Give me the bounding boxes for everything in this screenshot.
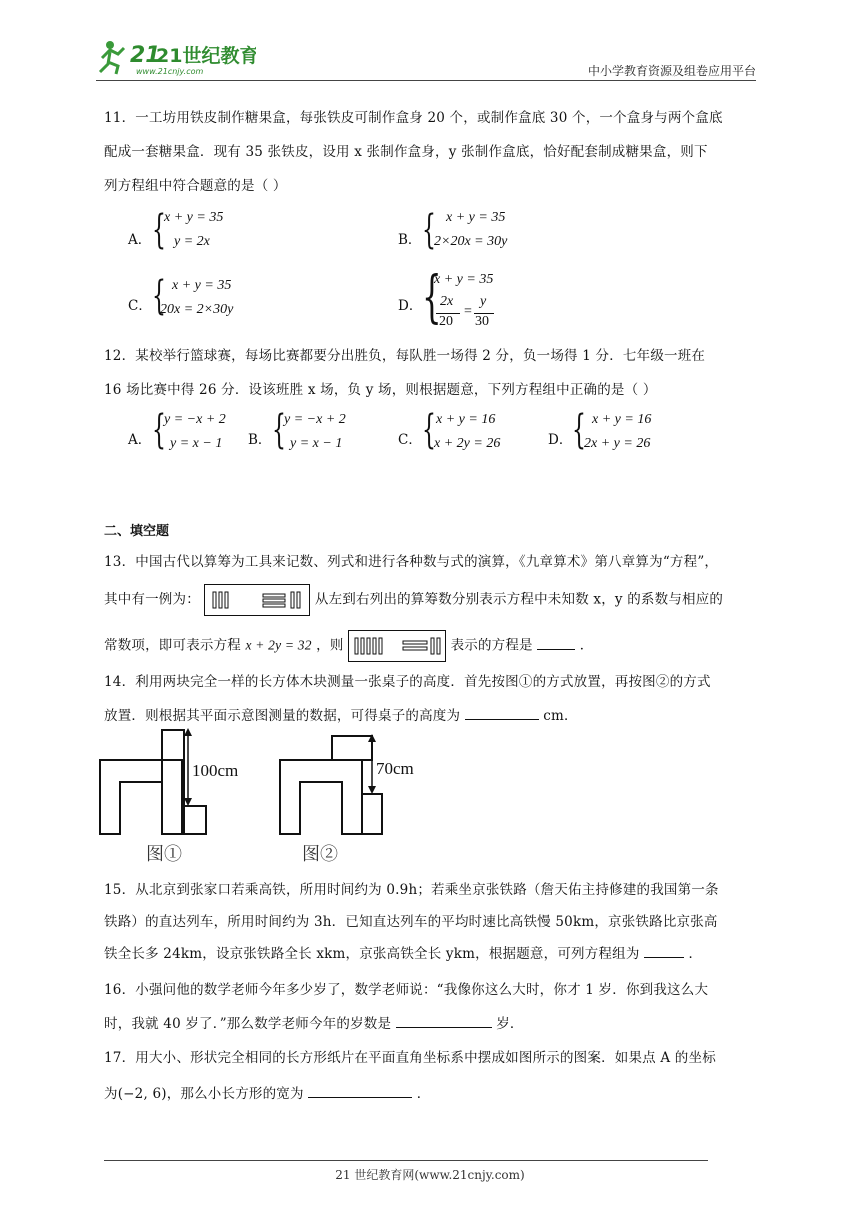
q11-line2: 配成一套糖果盒．现有 35 张铁皮，设用 x 张制作盒身，y 张制作盒底，恰好配套制成糖果盒，则下 (104, 144, 708, 160)
q17-line2: 为(−2, 6)，那么小长方形的宽为 ． (104, 1086, 431, 1102)
q14-line1: 14．利用两块完全一样的长方体木块测量一张桌子的高度．首先按图①的方式放置，再按图②的方式 (104, 674, 711, 690)
q15-line3: 铁全长多 24km，设京张铁路全长 xkm，京张高铁全长 ykm，根据题意，可列方程组为 ． (104, 946, 703, 962)
q13-line2: 其中有一例为： 从左到右列出的算筹数分别表示方程中未知数 x，y 的系数与相应的 (104, 584, 723, 616)
q16-line2: 时，我就 40 岁了．”那么数学老师今年的岁数是 岁． (104, 1016, 524, 1032)
q15-line1: 15．从北京到张家口若乘高铁，所用时间约为 0.9h；若乘坐京张铁路（詹天佑主持修建的我国第一条 (104, 882, 719, 898)
q17-line1: 17．用大小、形状完全相同的长方形纸片在平面直角坐标系中摆成如图所示的图案．如果点 A 的坐标 (104, 1050, 716, 1066)
q15-line2: 铁路）的直达列车，所用时间约为 3h．已知直达列车的平均时速比高铁慢 50km，京张铁路比京张高 (104, 914, 718, 930)
site-logo (96, 36, 256, 78)
q13-line1: 13．中国古代以算筹为工具来记数、列式和进行各种数与式的演算，《九章算术》第八章算为“方程”， (104, 554, 719, 570)
figure-1-label: 图① (146, 844, 182, 865)
section-fill-blank-title: 二、填空题 (104, 524, 170, 539)
q11-line3: 列方程组中符合题意的是（ ） (104, 178, 287, 194)
svg-text:www.21cnjy.com: www.21cnjy.com (136, 67, 204, 76)
q16-line1: 16．小强问他的数学老师今年多少岁了，数学老师说：“我像你这么大时，你才 1 岁．你到我这么大 (104, 982, 709, 998)
q12-line1: 12．某校举行篮球赛，每场比赛都要分出胜负，每队胜一场得 2 分，负一场得 1 分．七年级一班在 (104, 348, 706, 364)
svg-text:70cm: 70cm (376, 759, 414, 778)
counting-rods-question-figure (348, 630, 446, 662)
q14-answer-blank[interactable] (465, 707, 539, 720)
q17-answer-blank[interactable] (308, 1085, 412, 1098)
header-divider (96, 80, 756, 81)
q13-answer-blank[interactable] (537, 637, 575, 650)
q15-answer-blank[interactable] (644, 945, 684, 958)
header-platform-text: 中小学教育资源及组卷应用平台 (587, 64, 756, 78)
counting-rods-example-figure (204, 584, 310, 616)
q16-answer-blank[interactable] (396, 1015, 492, 1028)
footer-site-link[interactable]: 21 世纪教育网(www.21cnjy.com) (335, 1168, 525, 1182)
q13-line3: 常数项，即可表示方程 x + 2y = 32 ，则 表示的方程是 ． (104, 630, 593, 662)
svg-text:21: 21 (130, 43, 161, 68)
q14-line2: 放置．则根据其平面示意图测量的数据，可得桌子的高度为 cm． (104, 708, 578, 724)
figure-2-label: 图② (302, 844, 338, 865)
q11-line1: 11．一工坊用铁皮制作糖果盒，每张铁皮可制作盒身 20 个，或制作盒底 30 个，一个盒身与两个盒底 (104, 110, 723, 126)
svg-text:21世纪教育: 21世纪教育 (156, 45, 256, 67)
footer-divider (104, 1160, 708, 1161)
q12-line2: 16 场比赛中得 26 分．设该班胜 x 场，负 y 场，则根据题意，下列方程组中正确的是（ ） (104, 382, 657, 398)
svg-text:100cm: 100cm (192, 761, 239, 780)
runner-logo-icon (96, 36, 256, 78)
